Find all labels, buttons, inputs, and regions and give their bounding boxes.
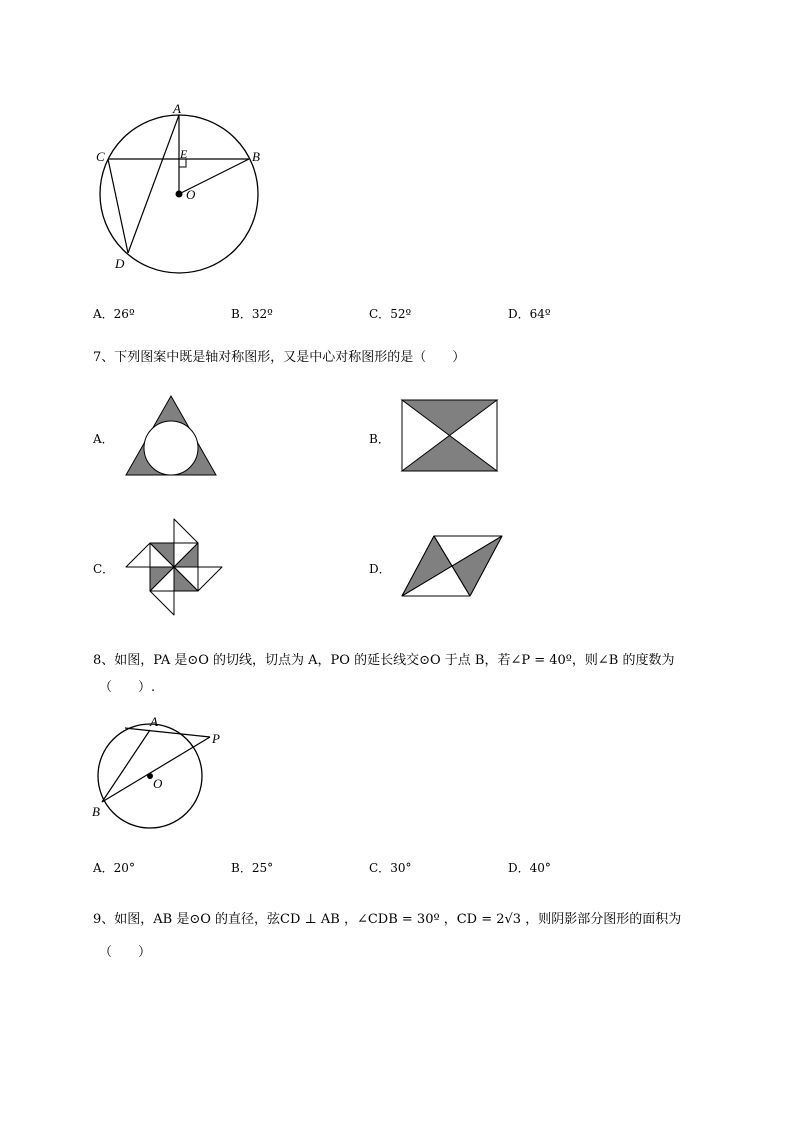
label-a: A (150, 714, 158, 729)
q6-option-d: D．64º (508, 307, 551, 321)
parallelogram-triangles-icon (400, 534, 505, 600)
q9-stem-line2: （ ） (99, 945, 152, 960)
q6-option-b: B．32º (231, 307, 273, 321)
label-d: D (115, 256, 125, 271)
q7-option-d-label: D． (369, 562, 391, 576)
label-b: B (252, 149, 260, 164)
q8-tangent-figure (88, 710, 233, 835)
q8-stem-line2: （ ）. (99, 680, 156, 695)
q7-option-c-label: C． (93, 562, 115, 576)
label-b: B (92, 804, 100, 819)
label-p: P (212, 731, 220, 746)
q8-option-a: A．20° (93, 861, 135, 875)
q7-option-b-label: B． (369, 432, 390, 446)
q8-option-b: B．25° (231, 861, 274, 875)
q6-option-a: A．26º (93, 307, 135, 321)
q8-stem-line1: 8、如图，PA 是⊙O 的切线，切点为 A，PO 的延长线交⊙O 于点 B，若∠P = 40º，则∠B 的度数为 (93, 653, 675, 668)
label-e: E (180, 147, 188, 161)
q9-stem-line1: 9、如图，AB 是⊙O 的直径，弦CD ⊥ AB ，∠CDB = 30º ，CD = 2√3 ，则阴影部分图形的面积为 (93, 912, 682, 927)
triangle-with-circle-icon (122, 394, 222, 479)
q7-stem: 7、下列图案中既是轴对称图形，又是中心对称图形的是（ ） (93, 350, 466, 365)
q7-option-a-label: A． (93, 432, 114, 446)
label-o: O (186, 187, 196, 202)
rectangle-hourglass-icon (400, 398, 500, 474)
label-a: A (173, 101, 181, 116)
q8-option-d: D．40° (508, 861, 551, 875)
label-o: O (153, 776, 163, 791)
label-c: C (96, 149, 105, 164)
q6-circle-figure (85, 95, 275, 285)
q8-option-c: C．30° (369, 861, 412, 875)
pinwheel-icon (124, 517, 226, 619)
q6-option-c: C．52º (369, 307, 412, 321)
